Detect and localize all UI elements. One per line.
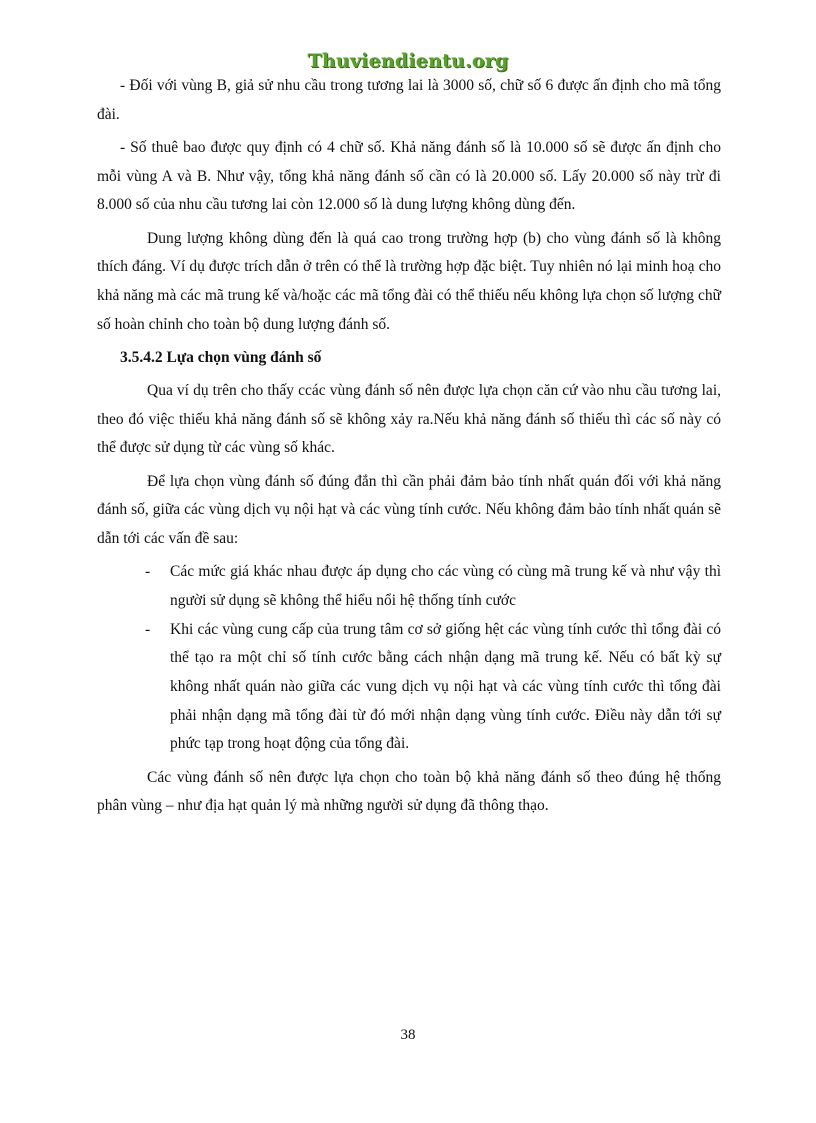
paragraph-example: Qua ví dụ trên cho thấy ccác vùng đánh số nên được lựa chọn căn cứ vào nhu cầu tương lai, theo đó việc thiếu khả năng đánh số sẽ không xảy ra.Nếu khả năng đánh số thiếu thì các số này có thể được sử dụng từ các vùng số khác. — [97, 382, 721, 457]
list-item-text: Khi các vùng cung cấp của trung tâm cơ sở giống hệt các vùng tính cước thì tổng đài có thể tạo ra một chỉ số tính cước bằng cách nhận dạng mã trung kế. Nếu có bất kỳ sự không nhất quán nào giữa các vung dịch vụ nội hạt và các vùng tính cước thì tổng đài phải nhận dạng mã tổng đài từ đó mới nhận dạng vùng tính cước. Điều này dẫn tới sự phức tạp trong hoạt động của tổng đài. — [170, 620, 721, 753]
list-item — [145, 616, 721, 760]
page-number: 38 — [400, 1027, 416, 1043]
list-item-text: Các mức giá khác nhau được áp dụng cho các vùng có cùng mã trung kế và như vậy thì người sử dụng sẽ không thể hiểu nổi hệ thống tính cước — [170, 563, 721, 609]
paragraph-subscriber-numbers: - Số thuê bao được quy định có 4 chữ số. Khả năng đánh số là 10.000 số sẽ được ấn định cho mỗi vùng A và B. Như vậy, tổng khả năng đánh số cần có là 20.000 số. Lấy 20.000 số này trừ đi 8.000 số của nhu cầu tương lai còn 12.000 số là dung lượng không dùng đến. — [97, 138, 721, 214]
paragraph-zone-b: - Đối với vùng B, giả sử nhu cầu trong tương lai là 3000 số, chữ số 6 được ấn định cho mã tổng đài. — [97, 77, 721, 123]
bullet-dash: - — [145, 620, 151, 638]
watermark-logo: Thuviendientu.org — [307, 50, 509, 72]
document-body — [97, 72, 721, 826]
section-heading: 3.5.4.2 Lựa chọn vùng đánh số — [120, 348, 322, 366]
bullet-list — [97, 558, 721, 759]
list-item — [145, 558, 721, 615]
bullet-dash: - — [145, 563, 151, 581]
paragraph-conclusion: Các vùng đánh số nên được lựa chọn cho toàn bộ khả năng đánh số theo đúng hệ thống phân vùng – như địa hạt quản lý mà những người sử dụng đã thông thạo. — [97, 768, 721, 815]
paragraph-unused-capacity: Dung lượng không dùng đến là quá cao trong trường hợp (b) cho vùng đánh số là không thích đáng. Ví dụ được trích dẫn ở trên có thể là trường hợp đặc biệt. Tuy nhiên nó lại minh hoạ cho khả năng mà các mã trung kế và/hoặc các mã tổng đài có thể thiếu nếu không lựa chọn số lượng chữ số hoàn chỉnh cho toàn bộ dung lượng đánh số. — [97, 229, 721, 333]
paragraph-consistency: Để lựa chọn vùng đánh số đúng đắn thì cần phải đảm bảo tính nhất quán đối với khả năng đánh số, giữa các vùng dịch vụ nội hạt và các vùng tính cước. Nếu không đảm bảo tính nhất quán sẽ dẫn tới các vấn đề sau: — [97, 472, 721, 548]
